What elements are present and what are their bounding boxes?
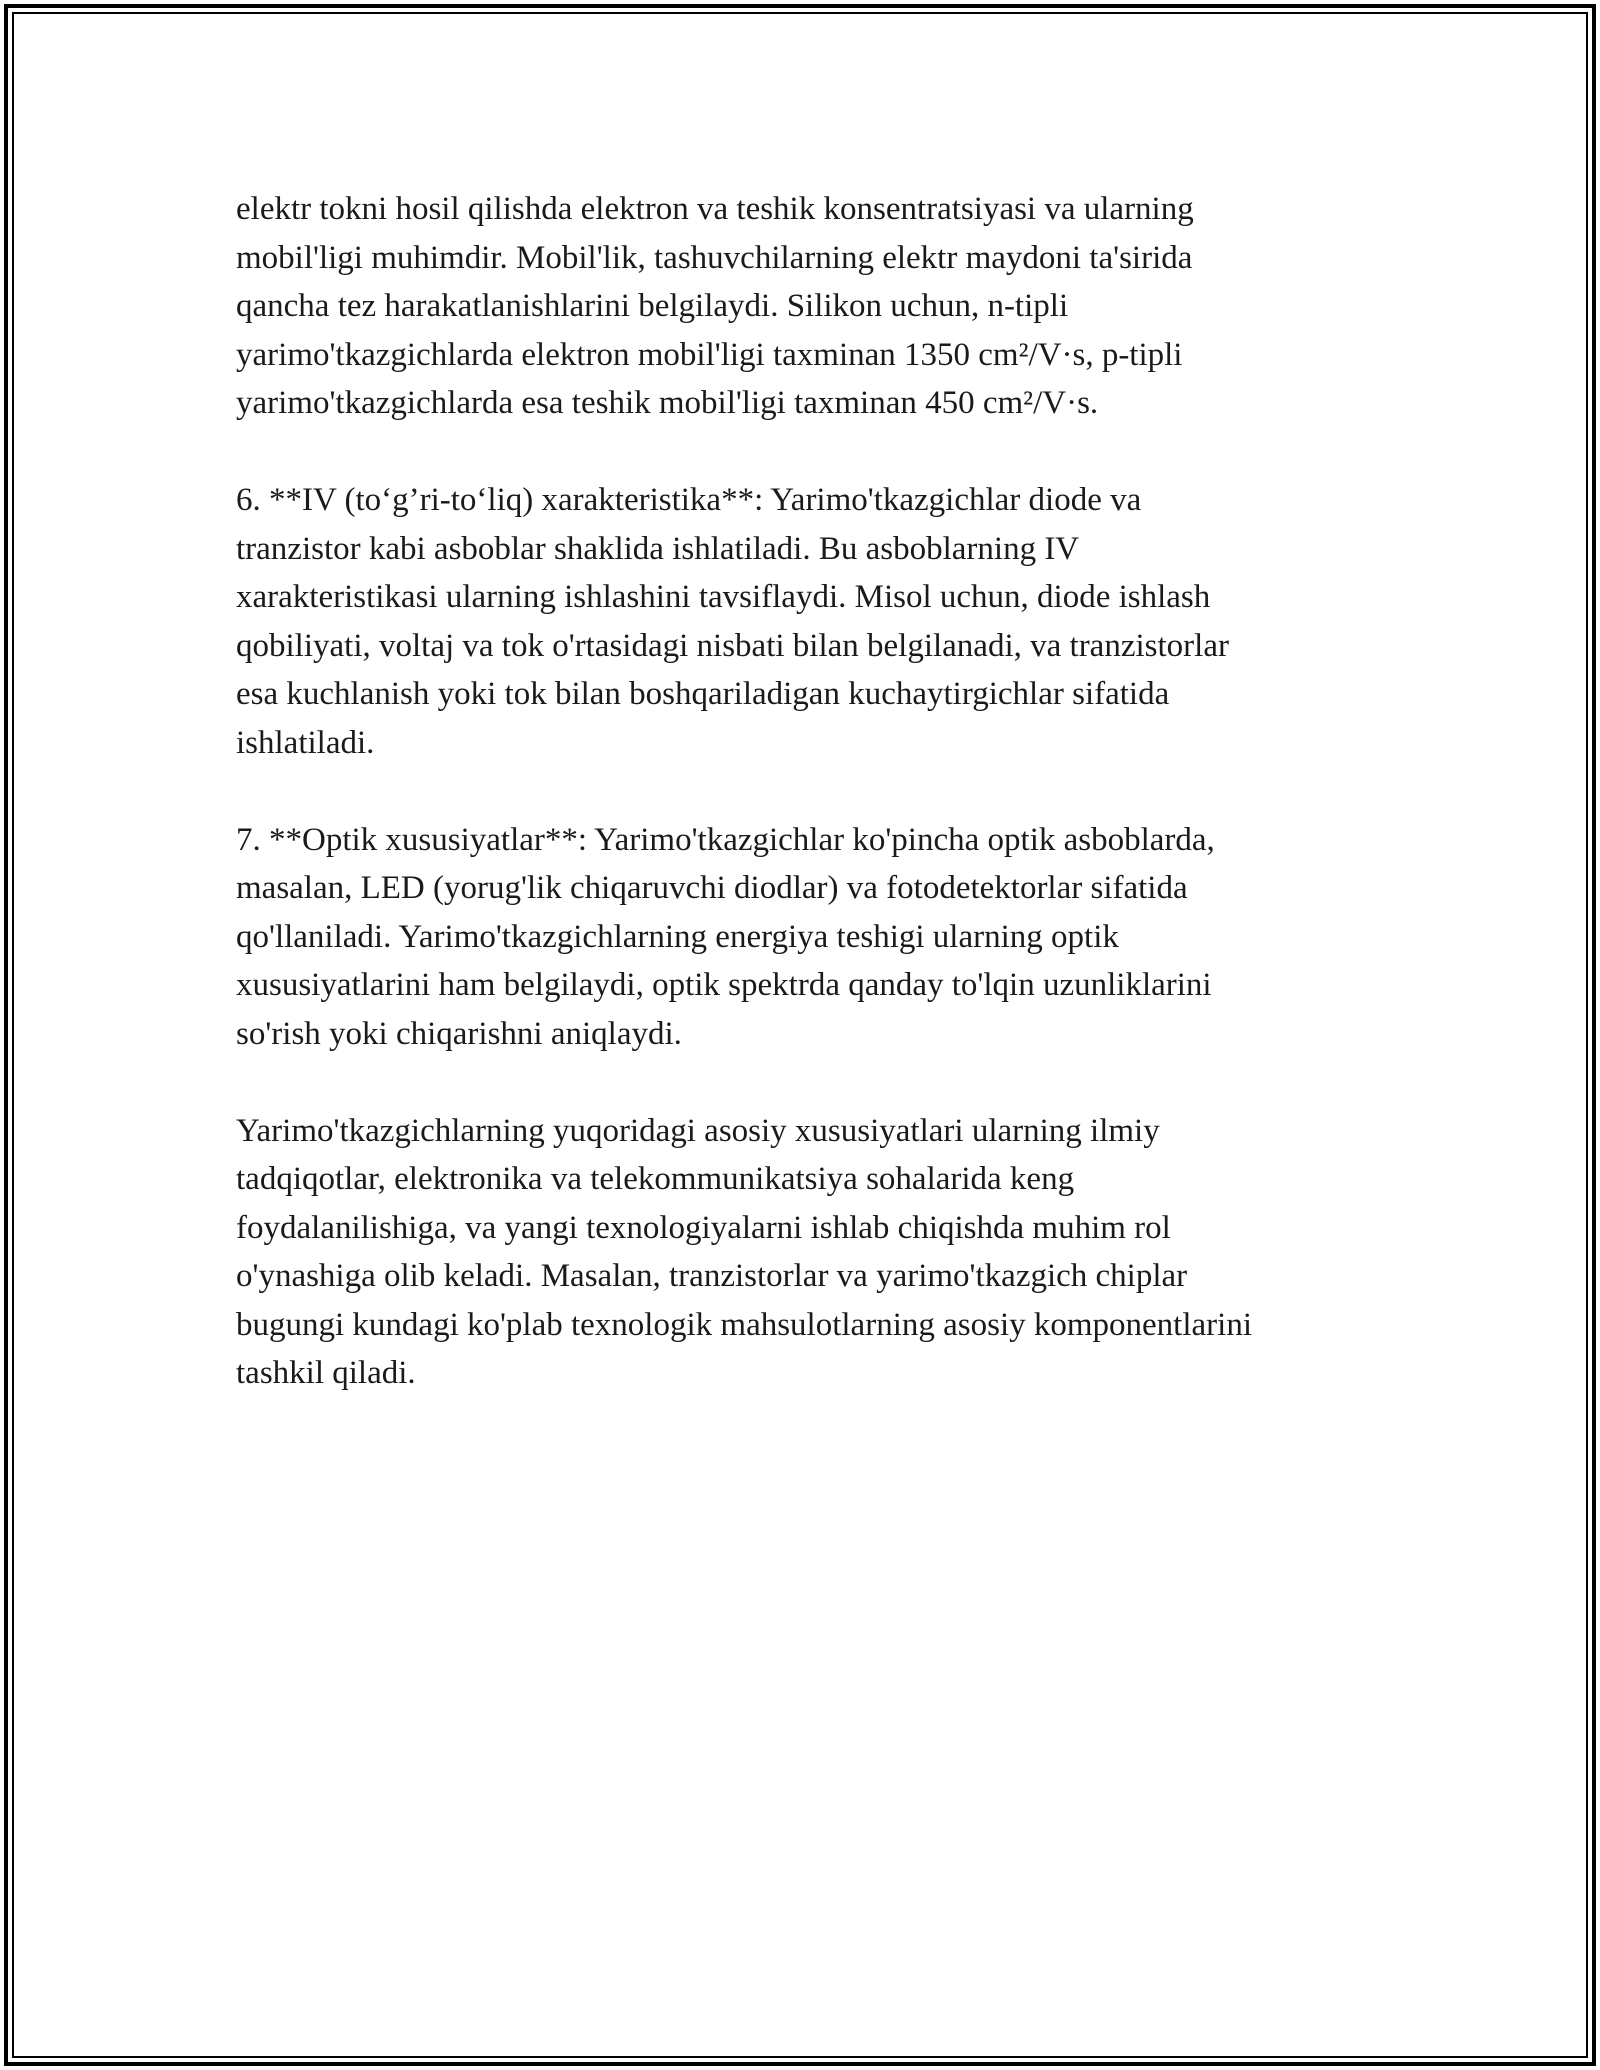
paragraph-conclusion: Yarimo'tkazgichlarning yuqoridagi asosiy xususiyatlari ularning ilmiy tadqiqotlar, elektronika va telekommunikatsiya sohalarida keng foydalanilishiga, va yangi texnologiyalarni ishlab chiqishda muhim rol o'ynashiga olib keladi. Masalan, tranzistorlar va yarimo'tkazgich chiplar bugungi kundagi ko'plab texnologik mahsulotlarning asosiy komponentlarini tashkil qiladi. — [236, 1112, 1252, 1391]
paragraph-iv-characteristic: 6. **IV (to‘g’ri-to‘liq) xarakteristika**: Yarimo'tkazgichlar diode va tranzistor kabi asboblar shaklida ishlatiladi. Bu asboblarning IV xarakteristikasi ularning ishlashini tavsiflaydi. Misol uchun, diode ishlash qobiliyati, voltaj va tok o'rtasidagi nisbati bilan belgilanadi, va tranzistorlar esa kuchlanish yoki tok bilan boshqariladigan kuchaytirgichlar sifatida ishlatiladi. — [236, 482, 1229, 761]
document-body — [236, 185, 1386, 1398]
paragraph-mobility: elektr tokni hosil qilishda elektron va teshik konsentratsiyasi va ularning mobil'ligi muhimdir. Mobil'lik, tashuvchilarning elektr maydoni ta'sirida qancha tez harakatlanishlarini belgilaydi. Silikon uchun, n-tipli yarimo'tkazgichlarda elektron mobil'ligi taxminan 1350 cm²/V·s, p-tipli yarimo'tkazgichlarda esa teshik mobil'ligi taxminan 450 cm²/V·s. — [236, 191, 1194, 421]
paragraph-optical-properties: 7. **Optik xususiyatlar**: Yarimo'tkazgichlar ko'pincha optik asboblarda, masalan, LED (yorug'lik chiqaruvchi diodlar) va fotodetektorlar sifatida qo'llaniladi. Yarimo'tkazgichlarning energiya teshigi ularning optik xususiyatlarini ham belgilaydi, optik spektrda qanday to'lqin uzunliklarini so'rish yoki chiqarishni aniqlaydi. — [236, 821, 1215, 1052]
